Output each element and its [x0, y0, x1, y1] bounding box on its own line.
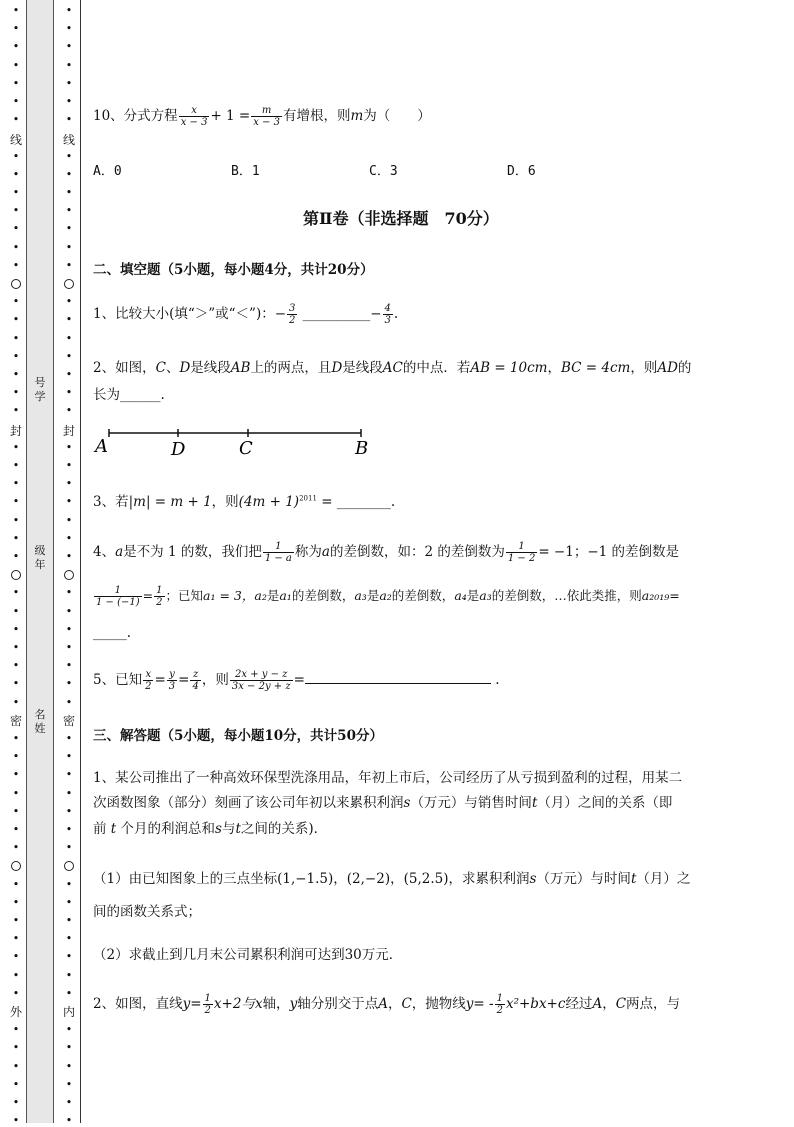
margin-dot: •	[65, 477, 73, 491]
margin-dot: •	[12, 240, 20, 254]
margin-dot: •	[12, 167, 20, 181]
margin-dot: •	[65, 58, 73, 72]
seal-circle	[11, 279, 21, 289]
solve-question-1-line3: 前 t 个月的利润总和s与t之间的关系)．	[93, 821, 328, 837]
margin-dot: •	[12, 1077, 20, 1091]
margin-dot: •	[12, 586, 20, 600]
margin-dot: •	[12, 732, 20, 745]
margin-dot: •	[65, 76, 73, 90]
q10-frac1: $\frac{x}{x - 3}$	[180, 105, 208, 128]
margin-dot: •	[65, 22, 73, 36]
margin-dot: •	[12, 186, 20, 199]
margin-dot: •	[12, 1059, 20, 1073]
margin-dot: •	[12, 659, 20, 673]
margin-dot: •	[65, 1114, 73, 1127]
margin-dot: •	[65, 1077, 73, 1091]
margin-dot: •	[12, 295, 20, 309]
margin-dot: •	[65, 841, 73, 855]
margin-dot: •	[12, 531, 20, 545]
student-number-label: 号 学	[34, 376, 46, 403]
margin-dot: •	[12, 313, 20, 327]
margin-dot: •	[12, 258, 20, 272]
margin-dot: •	[65, 295, 73, 309]
margin-dot: •	[65, 222, 73, 236]
margin-dot: •	[65, 986, 73, 1000]
q10-option-b[interactable]: B．1	[231, 164, 260, 179]
section-fill-in-title: 二、填空题（5小题，每小题4分，共计20分）	[93, 262, 374, 278]
margin-dot: •	[65, 950, 73, 964]
solve-question-1-part2: （2）求截止到几月末公司累积利润可达到30万元．	[93, 947, 403, 963]
margin-dot: •	[12, 440, 20, 454]
margin-dot: •	[12, 204, 20, 218]
solve-question-1-line2: 次函数图象（部分）刻画了该公司年初以来累积利润s（万元）与销售时间t（月）之间的关系（即	[93, 795, 673, 811]
seal-circle	[11, 570, 21, 580]
margin-dot: •	[12, 149, 20, 163]
seal-circle	[64, 279, 74, 289]
margin-dot: •	[12, 1096, 20, 1109]
margin-dot: •	[65, 186, 73, 199]
margin-dot: •	[12, 513, 20, 527]
margin-dot: •	[65, 113, 73, 127]
margin-dot: •	[65, 586, 73, 600]
margin-dot: •	[65, 495, 73, 509]
fill-question-3: 3、若|m| = m + 1，则$(4m + 1)^{2011}$ = ________.	[93, 494, 396, 510]
fill-question-2-line2[interactable]: 长为______.	[93, 387, 165, 403]
margin-dot: •	[65, 550, 73, 563]
margin-dot: •	[12, 932, 20, 946]
margin-dot: •	[65, 895, 73, 909]
f5-answer-blank[interactable]	[305, 683, 491, 684]
q10-option-a[interactable]: A．0	[93, 164, 122, 179]
margin-dot: •	[65, 968, 73, 982]
fill-question-4-blank[interactable]: _____.	[93, 625, 132, 641]
margin-dot: •	[65, 932, 73, 946]
margin-dot: •	[65, 240, 73, 254]
margin-dot: •	[65, 513, 73, 527]
margin-dot: •	[65, 786, 73, 800]
seal-circle	[64, 861, 74, 871]
margin-dot: •	[12, 750, 20, 764]
seal-char-mi-inner: 密	[62, 714, 75, 728]
name-label: 名 姓	[34, 708, 46, 735]
segment-diagram	[93, 422, 383, 462]
margin-dot: •	[12, 895, 20, 909]
margin-dot: •	[12, 622, 20, 636]
margin-dot: •	[12, 404, 20, 418]
margin-dot: •	[65, 1059, 73, 1073]
margin-dot: •	[12, 1114, 20, 1127]
outer-dot-column	[9, 0, 23, 1127]
margin-dot: •	[65, 622, 73, 636]
part-2-title: 第Ⅱ卷（非选择题 70分）	[303, 209, 499, 228]
margin-dot: •	[65, 204, 73, 218]
margin-dot: •	[65, 877, 73, 891]
margin-dot: •	[12, 641, 20, 654]
margin-dot: •	[65, 1023, 73, 1037]
margin-dot: •	[12, 4, 20, 17]
q10-option-c[interactable]: C．3	[369, 164, 398, 179]
solve-question-2: 2、如图，直线y= $\frac{1}{2}$ x+2与x轴，y轴分别交于点A，C，抛物线y= - $\frac{1}{2}$ x²+bx+c经过A，C两点，与	[93, 993, 681, 1016]
label-d: D	[171, 439, 186, 460]
margin-dot: •	[65, 368, 73, 381]
fill-question-5: 5、已知 $\frac{x}{2}$ = $\frac{y}{3}$ = $\frac{z}{4}$ ，则 $\frac{2x + y - z}{3x - 2y + z}$ = .	[93, 669, 500, 692]
margin-dot: •	[65, 531, 73, 545]
label-a: A	[95, 436, 108, 457]
seal-char-nei-inner: 内	[62, 1005, 75, 1019]
q10-frac2: $\frac{m}{x - 3}$	[253, 105, 280, 128]
margin-dot: •	[65, 604, 73, 618]
margin-dot: •	[65, 732, 73, 745]
margin-dot: •	[12, 459, 20, 472]
margin-dot: •	[65, 40, 73, 54]
margin-dot: •	[12, 222, 20, 236]
seal-char-mi-outer: 密	[9, 714, 22, 728]
margin-dot: •	[12, 22, 20, 36]
label-b: B	[355, 438, 369, 459]
margin-dot: •	[65, 440, 73, 454]
margin-dot: •	[12, 677, 20, 691]
margin-dot: •	[12, 40, 20, 54]
margin-dot: •	[12, 76, 20, 90]
seal-circle	[64, 570, 74, 580]
q10-option-d[interactable]: D．6	[507, 164, 536, 179]
f1-answer-blank[interactable]: __________	[302, 306, 371, 322]
margin-dot: •	[65, 149, 73, 163]
q10-stem: 10、分式方程	[93, 108, 178, 124]
margin-dot: •	[12, 823, 20, 836]
margin-dot: •	[65, 641, 73, 654]
margin-dot: •	[65, 313, 73, 327]
fill-question-4-line2: $\frac{1}{1 - (-1)}$ = $\frac{1}{2}$ ；已知a₁ = 3，a₂是a₁的差倒数，a₃是a₂的差倒数，a₄是a₃的差倒数，…依此类推，则a₂₀₁₉=	[96, 585, 680, 608]
margin-dot: •	[65, 167, 73, 181]
margin-dot: •	[65, 750, 73, 764]
seal-circle	[11, 861, 21, 871]
margin-dot: •	[12, 113, 20, 127]
fill-question-2: 2、如图，C、D是线段AB上的两点，且D是线段AC的中点．若AB = 10cm，BC = 4cm，则AD的	[93, 360, 692, 376]
margin-dot: •	[12, 968, 20, 982]
margin-dot: •	[12, 368, 20, 381]
margin-dot: •	[65, 1096, 73, 1109]
margin-dot: •	[65, 659, 73, 673]
margin-dot: •	[12, 349, 20, 363]
fill-question-4: 4、a是不为 1 的数，我们把 $\frac{1}{1 - a}$ 称为a的差倒数，如：2 的差倒数为 $\frac{1}{1 - 2}$ = −1；−1 的差倒数是	[93, 541, 680, 564]
margin-dot: •	[65, 95, 73, 108]
margin-dot: •	[12, 877, 20, 891]
seal-char-feng-inner: 封	[62, 424, 75, 438]
margin-dot: •	[65, 459, 73, 472]
margin-dot: •	[65, 1041, 73, 1055]
binding-margin-line	[80, 0, 81, 1123]
margin-dot: •	[65, 768, 73, 782]
margin-dot: •	[65, 386, 73, 400]
margin-dot: •	[65, 331, 73, 345]
margin-dot: •	[65, 4, 73, 17]
margin-dot: •	[12, 1023, 20, 1037]
margin-dot: •	[65, 258, 73, 272]
margin-dot: •	[12, 58, 20, 72]
margin-dot: •	[65, 914, 73, 927]
margin-dot: •	[12, 986, 20, 1000]
solve-question-1-part1: （1）由已知图象上的三点坐标(1,−1.5)，(2,−2)，(5,2.5)，求累积利润s（万元）与时间t（月）之	[93, 871, 691, 887]
question-10: 10、分式方程 $\frac{x}{x - 3}$ + 1 = $\frac{m}{x - 3}$ 有增根，则m为（ ）	[93, 105, 431, 128]
margin-dot: •	[65, 695, 73, 709]
margin-dot: •	[12, 604, 20, 618]
f3-answer-blank[interactable]: = ________.	[316, 494, 396, 510]
margin-dot: •	[12, 695, 20, 709]
section-solutions-title: 三、解答题（5小题，每小题10分，共计50分）	[93, 728, 383, 744]
grade-label: 级 年	[34, 544, 46, 571]
margin-dot: •	[12, 495, 20, 509]
margin-dot: •	[12, 950, 20, 964]
margin-dot: •	[12, 914, 20, 927]
margin-dot: •	[65, 677, 73, 691]
margin-dot: •	[12, 477, 20, 491]
f1-frac-a: $\frac{3}{2}$	[289, 303, 296, 326]
margin-dot: •	[65, 349, 73, 363]
margin-dot: •	[12, 768, 20, 782]
margin-dot: •	[12, 331, 20, 345]
margin-dot: •	[12, 804, 20, 818]
margin-dot: •	[12, 550, 20, 563]
margin-dot: •	[12, 786, 20, 800]
margin-dot: •	[65, 804, 73, 818]
inner-dot-column	[62, 0, 76, 1127]
seal-char-xian-inner: 线	[62, 133, 75, 147]
seal-char-feng-outer: 封	[9, 424, 22, 438]
seal-char-xian-outer: 线	[9, 133, 22, 147]
margin-dot: •	[65, 823, 73, 836]
margin-dot: •	[12, 1041, 20, 1055]
f1-frac-b: $\frac{4}{3}$	[384, 303, 391, 326]
solve-question-1-part1-line2: 间的函数关系式；	[93, 904, 201, 920]
margin-dot: •	[65, 404, 73, 418]
fill-question-1: 1、比较大小(填“＞”或“＜”)：− $\frac{3}{2}$ __________− $\frac{4}{3}$ .	[93, 303, 399, 326]
margin-dot: •	[12, 841, 20, 855]
solve-question-1-line1: 1、某公司推出了一种高效环保型洗涤用品，年初上市后，公司经历了从亏损到盈利的过程，用某二	[93, 770, 683, 786]
seal-char-wai-outer: 外	[9, 1005, 22, 1019]
margin-dot: •	[12, 95, 20, 108]
margin-dot: •	[12, 386, 20, 400]
label-c: C	[239, 438, 253, 459]
